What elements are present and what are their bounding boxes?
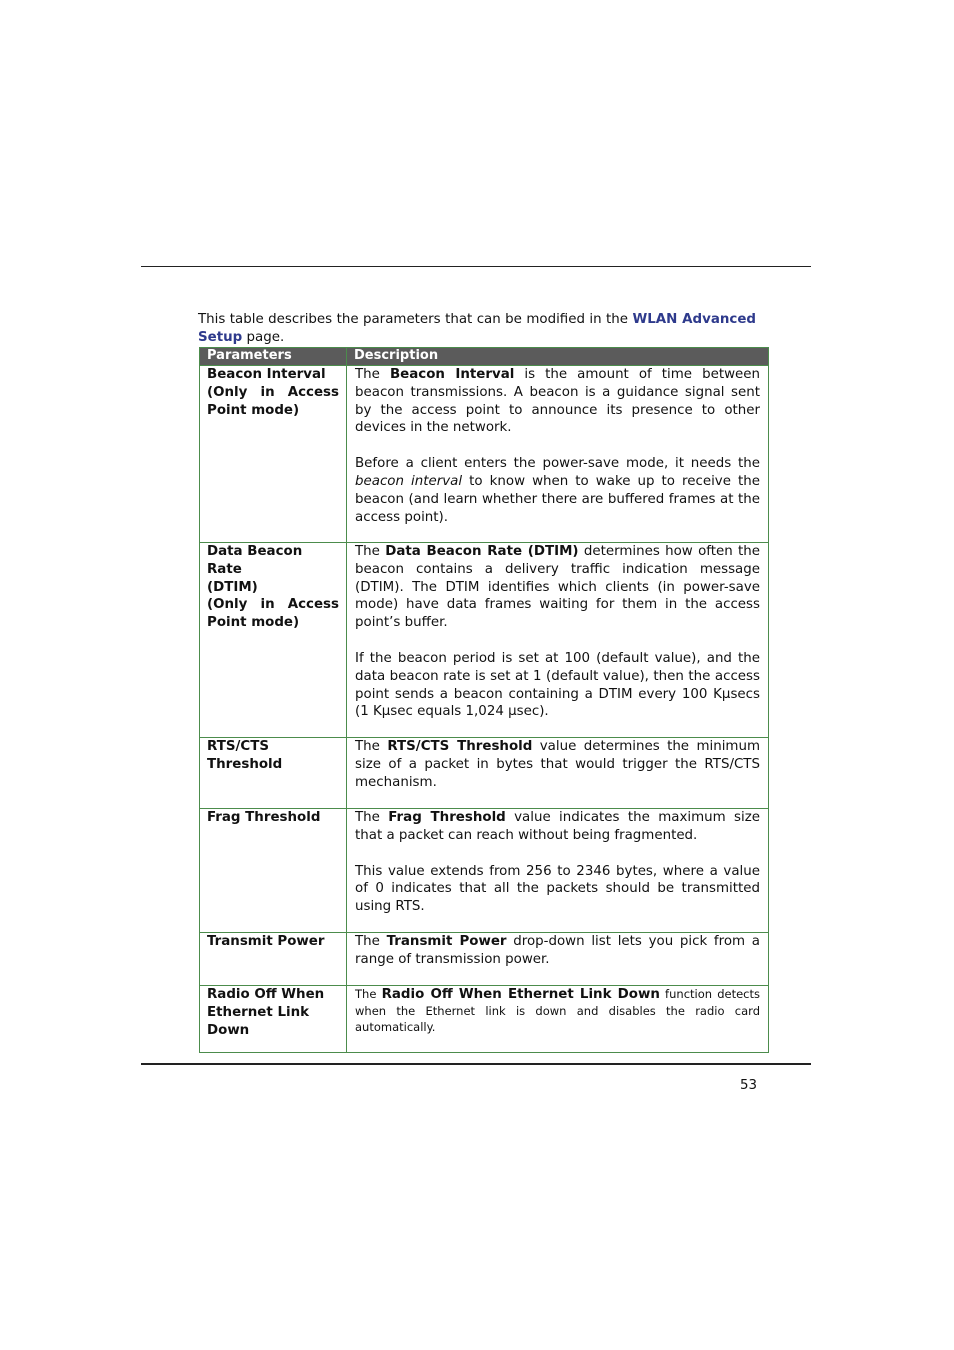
- table-row: [200, 543, 769, 738]
- table-row: [200, 738, 769, 809]
- param-cell: RTS/CTS Threshold: [200, 738, 347, 809]
- header-parameters: Parameters: [200, 348, 347, 366]
- parameters-table: [199, 347, 769, 1053]
- param-cell: Transmit Power: [200, 933, 347, 986]
- table-row: [200, 366, 769, 543]
- wlan-advanced-setup-link[interactable]: WLAN Advanced Setup: [198, 312, 756, 345]
- param-cell: Radio Off When Ethernet Link Down: [200, 986, 347, 1053]
- description-cell: The Radio Off When Ethernet Link Down function detects when the Ethernet link is down and disables the radio card automatically.: [347, 986, 769, 1053]
- description-cell: The Transmit Power drop-down list lets you pick from a range of transmission power.: [347, 933, 769, 986]
- description-cell: The RTS/CTS Threshold value determines the minimum size of a packet in bytes that would trigger the RTS/CTS mechanism.: [347, 738, 769, 809]
- param-cell: Data Beacon Rate (DTIM) (Only in Access Point mode): [200, 543, 347, 738]
- footer-rule: [141, 1063, 811, 1065]
- intro-paragraph: This table describes the parameters that can be modified in the WLAN Advanced Setup page.: [198, 312, 756, 345]
- table-header-row: [200, 348, 769, 366]
- header-description: Description: [347, 348, 769, 366]
- header-rule: [141, 266, 811, 267]
- description-cell: The Data Beacon Rate (DTIM) determines how often the beacon contains a delivery traffic indication message (DTIM). The DTIM identifies which clients (in power-save mode) have data frames waiting for them in the access point’s buffer. If the beacon period is set at 100 (default value), and the data beacon rate is set at 1 (default value), then the access point sends a beacon containing a DTIM every 100 Kμsecs (1 Kμsec equals 1,024 μsec).: [347, 543, 769, 738]
- param-cell: Frag Threshold: [200, 809, 347, 933]
- page-number: 53: [740, 1078, 758, 1093]
- description-cell: The Beacon Interval is the amount of time between beacon transmissions. A beacon is a guidance signal sent by the access point to announce its presence to other devices in the network. Before a client enters the power-save mode, it needs the beacon interval to know when to wake up to receive the beacon (and learn whether there are buffered frames at the access point).: [347, 366, 769, 543]
- description-cell: The Frag Threshold value indicates the maximum size that a packet can reach without being fragmented. This value extends from 256 to 2346 bytes, where a value of 0 indicates that all the packets should be transmitted using RTS.: [347, 809, 769, 933]
- param-cell: Beacon Interval (Only in Access Point mode): [200, 366, 347, 543]
- table-row: [200, 933, 769, 986]
- table-row: [200, 986, 769, 1053]
- table-row: [200, 809, 769, 933]
